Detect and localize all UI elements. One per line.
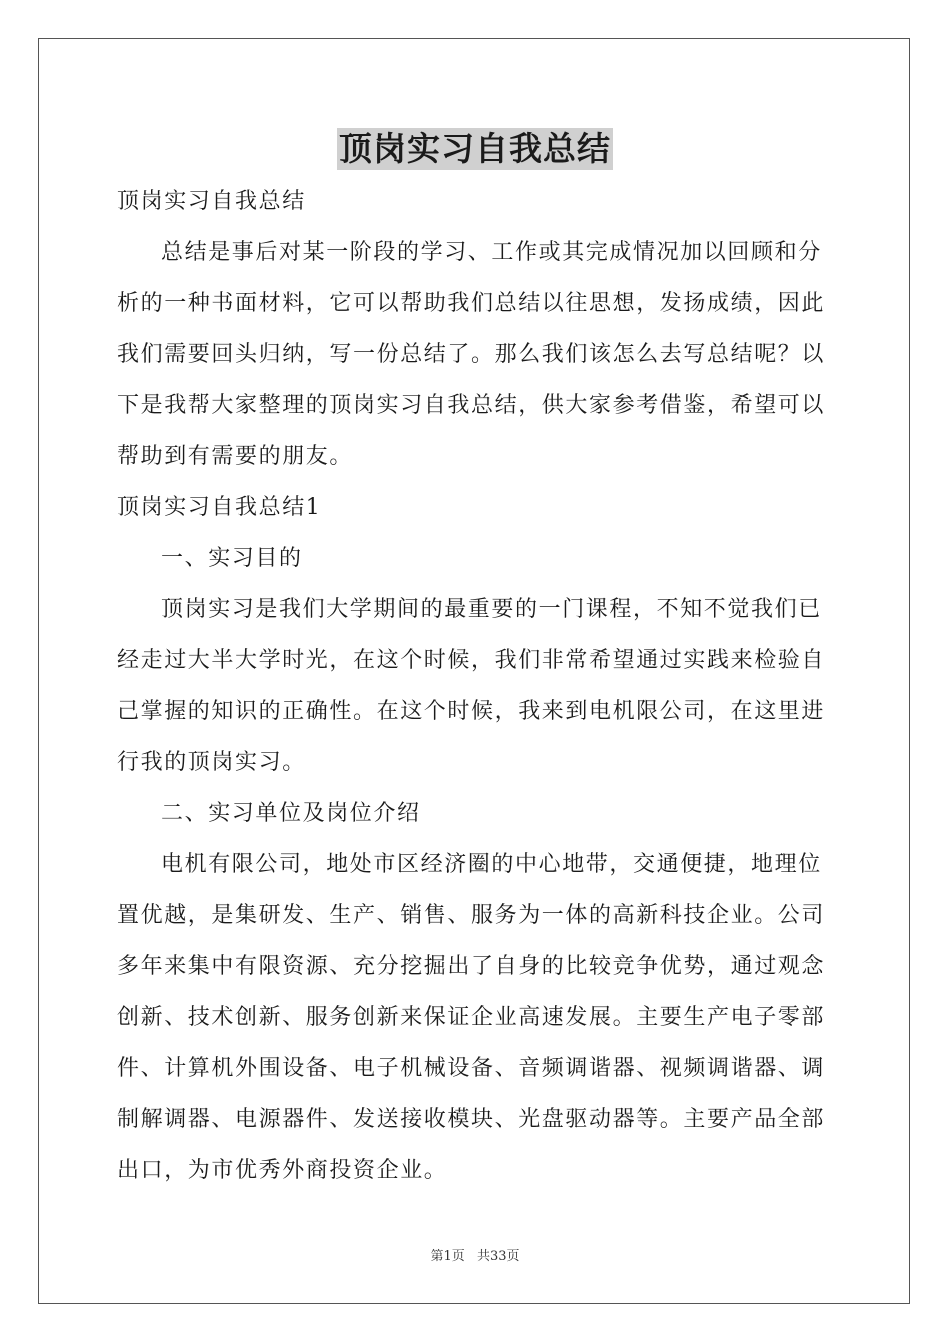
subheading-unit-intro: 二、实习单位及岗位介绍 [161, 801, 421, 826]
subheading-purpose: 一、实习目的 [161, 546, 303, 571]
page-total: 共33页 [476, 1249, 520, 1264]
page-number: 第1页 [430, 1249, 465, 1264]
page-footer [0, 1245, 950, 1264]
company-paragraph: 电机有限公司，地处市区经济圈的中心地带，交通便捷，地理位置优越，是集研发、生产、销售、服务为一体的高新科技企业。公司多年来集中有限资源、充分挖掘出了自身的比较竞争优势，通过观念创新、技术创新、服务创新来保证企业高速发展。主要生产电子零部件、计算机外围设备、电子机械设备、音频调谐器、视频调谐器、调制解调器、电源器件、发送接收模块、光盘驱动器等。主要产品全部出口，为市优秀外商投资企业。 [117, 852, 826, 1183]
intro-paragraph: 总结是事后对某一阶段的学习、工作或其完成情况加以回顾和分析的一种书面材料，它可以帮助我们总结以往思想，发扬成绩，因此我们需要回头归纳，写一份总结了。那么我们该怎么去写总结呢？以下是我帮大家整理的顶岗实习自我总结，供大家参考借鉴，希望可以帮助到有需要的朋友。 [117, 240, 826, 469]
purpose-paragraph: 顶岗实习是我们大学期间的最重要的一门课程，不知不觉我们已经走过大半大学时光，在这个时候，我们非常希望通过实践来检验自己掌握的知识的正确性。在这个时候，我来到电机限公司，在这里进行我的顶岗实习。 [117, 597, 826, 775]
document-title: 顶岗实习自我总结 [339, 129, 611, 168]
subtitle-line: 顶岗实习自我总结 [117, 189, 306, 214]
title-container [0, 128, 950, 170]
document-body [117, 176, 833, 1196]
section-heading: 顶岗实习自我总结1 [117, 495, 322, 520]
